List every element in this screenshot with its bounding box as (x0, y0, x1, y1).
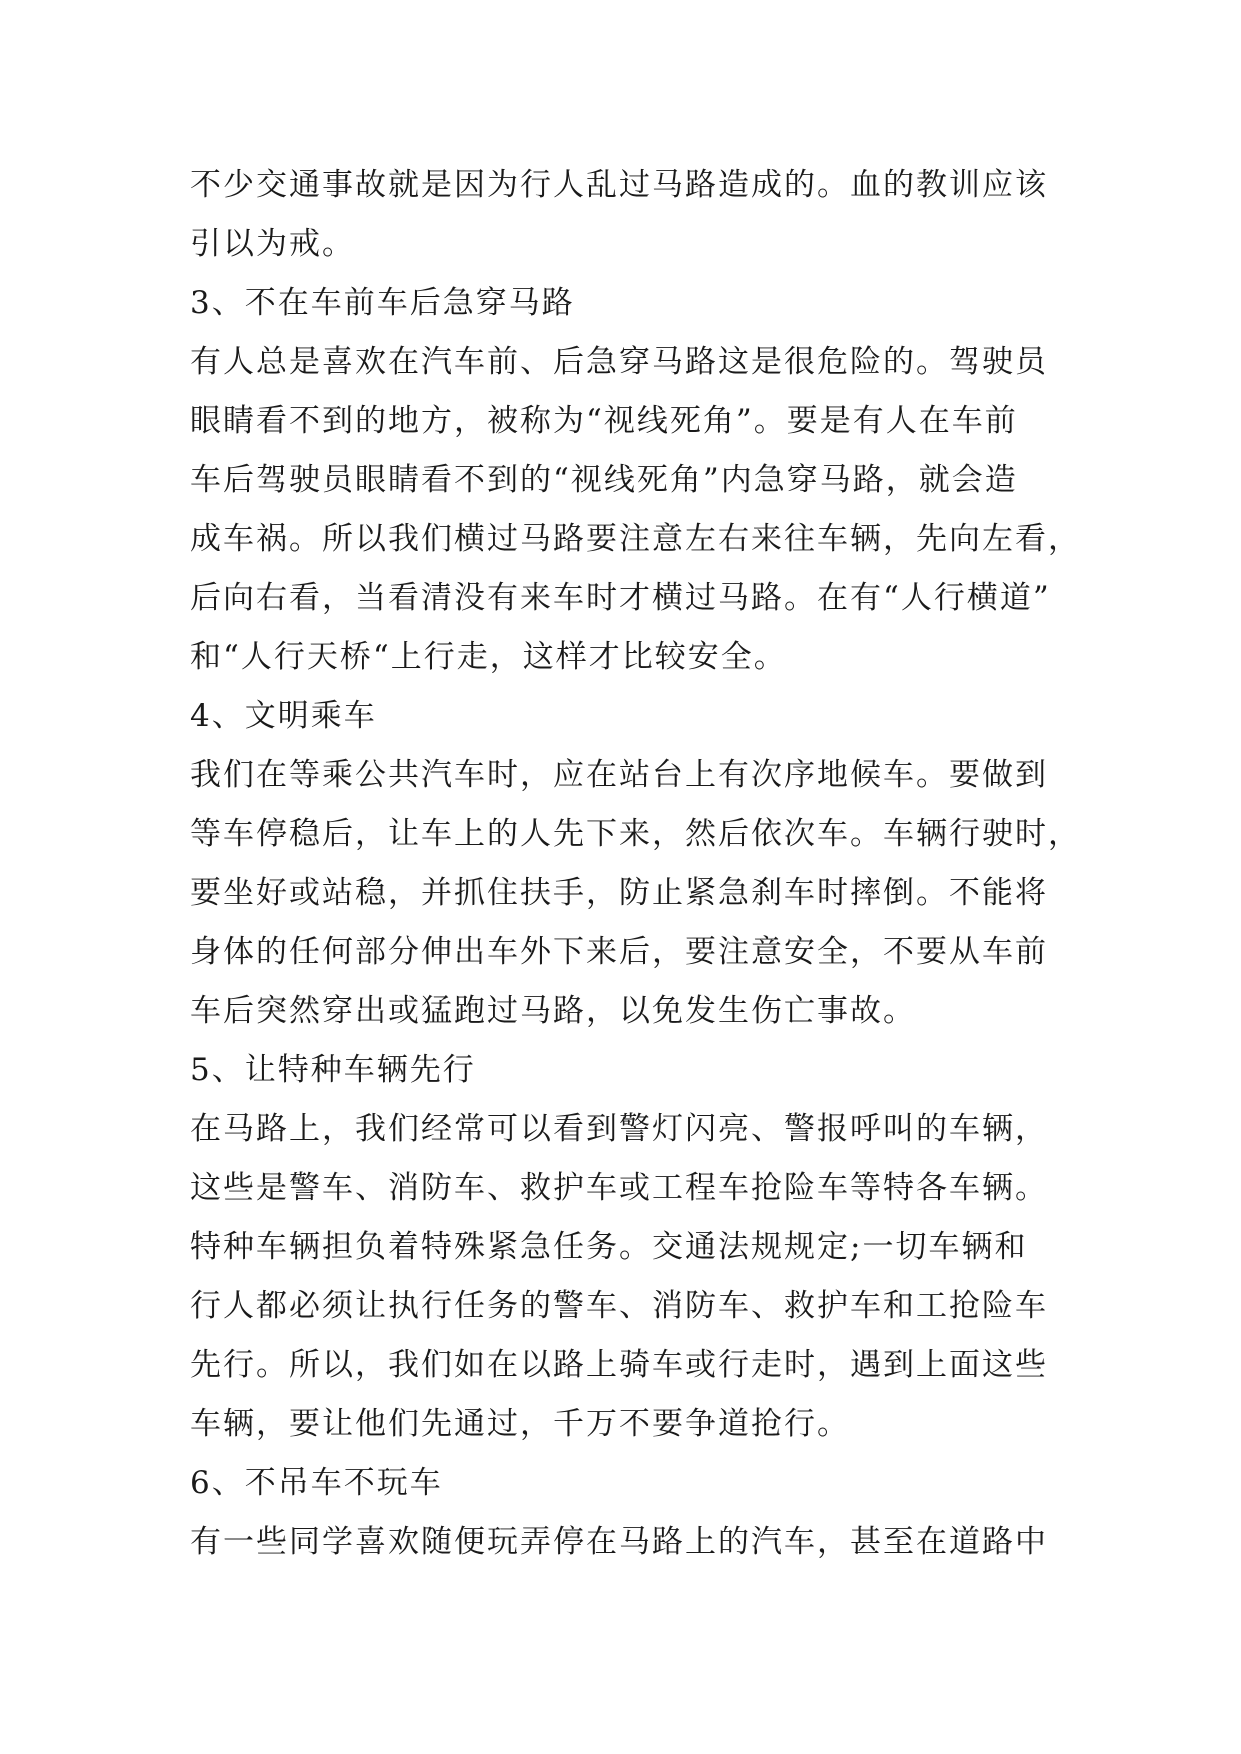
text-line: 我们在等乘公共汽车时，应在站台上有次序地候车。要做到 (190, 757, 1048, 793)
text-line: 等车停稳后，让车上的人先下来，然后依次车。车辆行驶时， (190, 816, 1081, 852)
text-line: 在马路上，我们经常可以看到警灯闪亮、警报呼叫的车辆， (190, 1111, 1048, 1147)
text-line: 有人总是喜欢在汽车前、后急穿马路这是很危险的。驾驶员 (190, 344, 1048, 380)
text-line: 眼睛看不到的地方，被称为“视线死角”。要是有人在车前 (190, 403, 1018, 439)
text-line: 车辆，要让他们先通过，千万不要争道抢行。 (190, 1406, 850, 1442)
text-line: 引以为戒。 (190, 226, 355, 262)
section-heading: 3、不在车前车后急穿马路 (190, 285, 575, 321)
text-line: 车后驾驶员眼睛看不到的“视线死角”内急穿马路，就会造 (190, 462, 1018, 498)
section-heading: 5、让特种车辆先行 (190, 1052, 476, 1088)
section-heading: 4、文明乘车 (190, 698, 377, 734)
text-line: 先行。所以，我们如在以路上骑车或行走时，遇到上面这些 (190, 1347, 1048, 1383)
text-line: 不少交通事故就是因为行人乱过马路造成的。血的教训应该 (190, 167, 1048, 203)
text-line: 有一些同学喜欢随便玩弄停在马路上的汽车，甚至在道路中 (190, 1524, 1048, 1560)
text-line: 特种车辆担负着特殊紧急任务。交通法规规定;一切车辆和 (190, 1229, 1028, 1265)
text-line: 和“人行天桥“上行走，这样才比较安全。 (190, 639, 787, 675)
text-line: 这些是警车、消防车、救护车或工程车抢险车等特各车辆。 (190, 1170, 1048, 1206)
document-body (190, 156, 1090, 1572)
text-line: 身体的任何部分伸出车外下来后，要注意安全，不要从车前 (190, 934, 1048, 970)
section-heading: 6、不吊车不玩车 (190, 1465, 443, 1501)
text-line: 成车祸。所以我们横过马路要注意左右来往车辆，先向左看， (190, 521, 1081, 557)
text-line: 行人都必须让执行任务的警车、消防车、救护车和工抢险车 (190, 1288, 1048, 1324)
text-line: 要坐好或站稳，并抓住扶手，防止紧急刹车时摔倒。不能将 (190, 875, 1048, 911)
text-line: 车后突然穿出或猛跑过马路，以免发生伤亡事故。 (190, 993, 916, 1029)
text-line: 后向右看，当看清没有来车时才横过马路。在有“人行横道” (190, 580, 1051, 616)
